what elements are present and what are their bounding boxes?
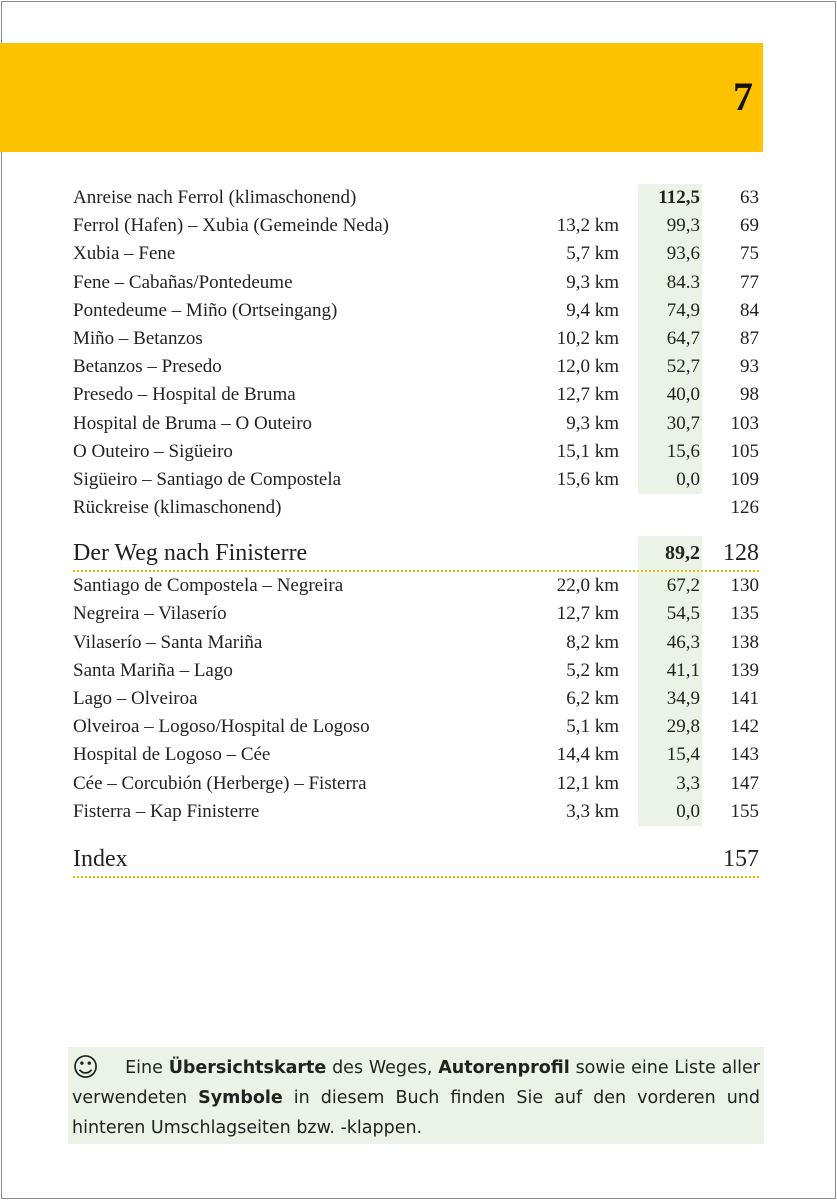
toc-row[interactable] bbox=[73, 685, 759, 713]
toc-row-page: 138 bbox=[730, 631, 759, 653]
header-bar bbox=[0, 43, 763, 152]
toc-row-title: Santa Mariña – Lago bbox=[73, 659, 233, 681]
toc-row-title: Ferrol (Hafen) – Xubia (Gemeinde Neda) bbox=[73, 215, 390, 237]
toc-row-title: Anreise nach Ferrol (klimaschonend) bbox=[73, 187, 357, 208]
toc-row-distance: 9,3 km bbox=[566, 412, 619, 434]
toc-row-distance: 15,6 km bbox=[556, 468, 619, 490]
info-note bbox=[68, 1047, 764, 1144]
toc-row-title: Lago – Olveiroa bbox=[73, 688, 198, 709]
toc-row-page: 69 bbox=[740, 215, 759, 237]
toc-row[interactable] bbox=[73, 410, 759, 438]
toc-row-remaining: 15,4 bbox=[638, 741, 702, 769]
toc-row-page: 87 bbox=[740, 327, 759, 349]
note-bold-map: Übersichtskarte bbox=[168, 1058, 327, 1078]
toc-row-title: Betanzos – Presedo bbox=[73, 356, 222, 378]
toc-row[interactable] bbox=[73, 269, 759, 297]
toc-row-page: 109 bbox=[730, 468, 759, 490]
toc-row[interactable] bbox=[73, 629, 759, 657]
toc-row-remaining: 40,0 bbox=[638, 381, 702, 409]
toc-row-remaining: 99,3 bbox=[638, 212, 702, 240]
toc-row-page: 105 bbox=[730, 440, 759, 462]
note-bold-profile: Autorenprofil bbox=[438, 1058, 570, 1078]
toc-row-page: 142 bbox=[730, 716, 759, 738]
finisterre-stage-list bbox=[73, 572, 759, 826]
note-text: Eine bbox=[125, 1058, 169, 1078]
page-number: 7 bbox=[733, 74, 753, 119]
toc-row-page: 98 bbox=[740, 384, 759, 406]
toc-row[interactable] bbox=[73, 600, 759, 628]
toc-row-title: Vilaserío – Santa Mariña bbox=[73, 631, 263, 653]
toc-row-distance: 5,2 km bbox=[566, 659, 619, 681]
toc-row-remaining: 46,3 bbox=[638, 629, 702, 657]
section-heading-index[interactable] bbox=[73, 842, 759, 878]
toc-row-title: Sigüeiro – Santiago de Compostela bbox=[73, 468, 342, 490]
section-remaining: 89,2 bbox=[638, 536, 702, 570]
toc-row-arrival[interactable] bbox=[73, 184, 759, 212]
toc-row-page: 77 bbox=[740, 271, 759, 293]
toc-row-remaining: 29,8 bbox=[638, 713, 702, 741]
toc-row-title: Hospital de Logoso – Cée bbox=[73, 744, 271, 766]
toc-row-page: 147 bbox=[730, 772, 759, 794]
toc-row-page: 75 bbox=[740, 243, 759, 265]
section-title: Der Weg nach Finisterre bbox=[73, 540, 308, 567]
section-page: 157 bbox=[723, 845, 759, 872]
toc-row[interactable] bbox=[73, 438, 759, 466]
section-page: 128 bbox=[723, 540, 759, 567]
toc-row-page: 84 bbox=[740, 299, 759, 321]
toc-row-page: 139 bbox=[730, 659, 759, 681]
toc-row-distance: 9,3 km bbox=[566, 271, 619, 293]
toc-row-page: 130 bbox=[730, 575, 759, 597]
toc-row-remaining: 93,6 bbox=[638, 240, 702, 268]
toc-row-distance: 13,2 km bbox=[556, 215, 619, 237]
toc-row-title: Olveiroa – Logoso/Hospital de Logoso bbox=[73, 716, 370, 738]
toc-row-remaining: 34,9 bbox=[638, 685, 702, 713]
toc-row[interactable] bbox=[73, 325, 759, 353]
toc-row-title: Fene – Cabañas/Pontedeume bbox=[73, 271, 293, 293]
toc-row-title: Fisterra – Kap Finisterre bbox=[73, 800, 260, 822]
toc-row-page: 126 bbox=[730, 497, 759, 519]
section-title: Index bbox=[73, 845, 128, 872]
toc-row-title: Pontedeume – Miño (Ortseingang) bbox=[73, 299, 338, 321]
toc-row-remaining: 3,3 bbox=[638, 770, 702, 798]
toc-row-distance: 15,1 km bbox=[556, 440, 619, 462]
toc-row-remaining: 0,0 bbox=[638, 798, 702, 826]
toc-row-distance: 5,1 km bbox=[566, 716, 619, 738]
toc-row[interactable] bbox=[73, 713, 759, 741]
toc-row-remaining: 74,9 bbox=[638, 297, 702, 325]
toc-row-remaining: 52,7 bbox=[638, 353, 702, 381]
toc-row[interactable] bbox=[73, 798, 759, 826]
toc-row-title: O Outeiro – Sigüeiro bbox=[73, 440, 233, 462]
toc-row-distance: 12,7 km bbox=[556, 384, 619, 406]
note-text: sowie eine Liste aller verwendeten bbox=[72, 1058, 760, 1108]
note-bold-symbols: Symbole bbox=[198, 1088, 283, 1108]
note-text: des Weges, bbox=[326, 1058, 439, 1078]
toc-row[interactable] bbox=[73, 466, 759, 494]
toc-row-title: Presedo – Hospital de Bruma bbox=[73, 384, 296, 406]
toc-row[interactable] bbox=[73, 657, 759, 685]
toc-row[interactable] bbox=[73, 741, 759, 769]
toc-row[interactable] bbox=[73, 572, 759, 600]
toc-row-remaining: 84.3 bbox=[638, 269, 702, 297]
toc-row[interactable] bbox=[73, 240, 759, 268]
toc-row-remaining: 30,7 bbox=[638, 410, 702, 438]
toc-row[interactable] bbox=[73, 353, 759, 381]
toc-row-title: Rückreise (klimaschonend) bbox=[73, 497, 282, 519]
toc-row-page: 63 bbox=[740, 187, 759, 208]
toc-row-remaining: 64,7 bbox=[638, 325, 702, 353]
toc-row-remaining: 41,1 bbox=[638, 657, 702, 685]
toc-row[interactable] bbox=[73, 297, 759, 325]
toc-row-distance: 12,1 km bbox=[556, 772, 619, 794]
toc-row-remaining: 112,5 bbox=[638, 184, 702, 212]
toc-row-distance: 9,4 km bbox=[566, 299, 619, 321]
toc-row-title: Santiago de Compostela – Negreira bbox=[73, 575, 344, 597]
toc-row-remaining: 54,5 bbox=[638, 600, 702, 628]
toc-row-remaining bbox=[638, 494, 702, 522]
note-text: in diesem Buch finden Sie auf den vorderen und hinteren Umschlagseiten bzw. -klappen. bbox=[72, 1088, 760, 1138]
toc-row-return[interactable] bbox=[73, 494, 759, 522]
toc-row-distance: 8,2 km bbox=[566, 631, 619, 653]
toc-row-page: 155 bbox=[730, 800, 759, 822]
toc-row-distance: 12,7 km bbox=[556, 603, 619, 625]
toc-row-distance: 10,2 km bbox=[556, 327, 619, 349]
toc-row-page: 93 bbox=[740, 356, 759, 378]
toc-row-page: 103 bbox=[730, 412, 759, 434]
camino-stage-list bbox=[73, 212, 759, 494]
toc-row-distance: 14,4 km bbox=[556, 744, 619, 766]
toc-row-page: 141 bbox=[730, 688, 759, 709]
toc-row-distance: 3,3 km bbox=[566, 800, 619, 822]
toc-row-distance: 5,7 km bbox=[566, 243, 619, 265]
toc-row-title: Xubia – Fene bbox=[73, 243, 176, 265]
toc-row-title: Negreira – Vilaserío bbox=[73, 603, 227, 625]
toc-row-remaining: 67,2 bbox=[638, 572, 702, 600]
toc-row[interactable] bbox=[73, 212, 759, 240]
toc-row-page: 135 bbox=[730, 603, 759, 625]
toc-row-page: 143 bbox=[730, 744, 759, 766]
toc-row-remaining: 0,0 bbox=[638, 466, 702, 494]
section-heading-finisterre[interactable] bbox=[73, 536, 759, 572]
toc-row[interactable] bbox=[73, 770, 759, 798]
toc-row-title: Cée – Corcubión (Herberge) – Fisterra bbox=[73, 772, 367, 794]
toc-row-title: Hospital de Bruma – O Outeiro bbox=[73, 412, 313, 434]
smiley-icon: ☺ bbox=[72, 1053, 100, 1083]
table-of-contents bbox=[73, 184, 759, 878]
toc-row-distance: 6,2 km bbox=[566, 688, 619, 709]
toc-row[interactable] bbox=[73, 381, 759, 409]
toc-row-title: Miño – Betanzos bbox=[73, 327, 203, 349]
toc-row-distance: 12,0 km bbox=[556, 356, 619, 378]
toc-row-remaining: 15,6 bbox=[638, 438, 702, 466]
toc-row-distance: 22,0 km bbox=[556, 575, 619, 597]
